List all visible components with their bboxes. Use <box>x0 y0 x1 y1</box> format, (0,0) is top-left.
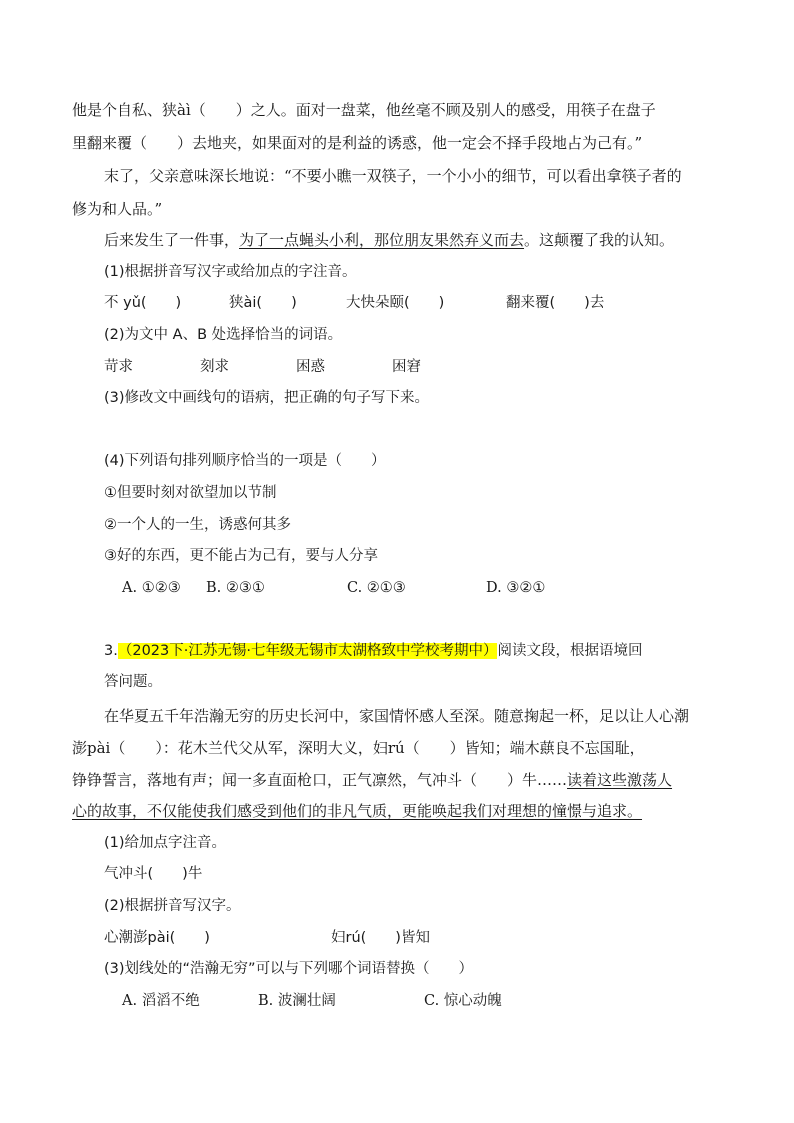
option-c: C. 惊心动魄 <box>424 993 502 1009</box>
paragraph-line: 里翻来覆（ ）去地夹，如果面对的是利益的诱惑，他一定会不择手段地占为己有。” <box>72 134 643 152</box>
underlined-sentence: 心的故事，不仅能使我们感受到他们的非凡气质，更能唤起我们对理想的憧憬与追求。 <box>72 802 643 820</box>
paragraph-line: 他是个自私、狭àì（ ）之人。面对一盘菜，他丝毫不顾及别人的感受，用筷子在盘子 <box>72 101 656 119</box>
q-item: 心潮澎pài( ) <box>104 930 210 946</box>
option-b: B. ②③① <box>206 580 265 596</box>
paragraph-text: 铮铮誓言，落地有声；闻一多直面枪口，正气凛然，气冲斗（ ）牛…… <box>72 771 568 789</box>
question-title: (2)根据拼音写汉字。 <box>104 898 241 914</box>
q1-item: 不 yǔ( ) <box>104 295 182 311</box>
q1-item: 翻来覆( )去 <box>506 295 605 311</box>
paragraph-line <box>72 801 642 821</box>
paragraph-line <box>72 770 672 790</box>
q1-item: 狭ài( ) <box>229 295 297 311</box>
question-title: (1)给加点字注音。 <box>104 835 227 851</box>
option-a: A. 滔滔不绝 <box>122 993 200 1009</box>
section-heading <box>104 641 642 661</box>
source-tag: （2023下·江苏无锡·七年级无锡市太湖格致中学校考期中） <box>117 643 498 659</box>
section-number: 3. <box>104 643 118 659</box>
underlined-sentence: 读着这些激荡人 <box>567 771 673 789</box>
option-a: A. ①②③ <box>122 580 181 596</box>
question-title: (4)下列语句排列顺序恰当的一项是（ ） <box>104 453 386 469</box>
option-c: C. ②①③ <box>347 580 406 596</box>
q-item: 妇rú( )皆知 <box>331 930 430 946</box>
instruction-text: 答问题。 <box>104 674 162 690</box>
paragraph-line: 澎pài（ ）：花木兰代父从军，深明大义，妇rú（ ）皆知；端木蕻良不忘国耻， <box>72 739 645 757</box>
q1-item: 大快朵颐( ) <box>346 295 445 311</box>
underlined-sentence: 为了一点蝇头小利，那位朋友果然弃义而去 <box>239 231 525 249</box>
question-title: (2)为文中 A、B 处选择恰当的词语。 <box>104 327 343 343</box>
paragraph-line <box>104 230 674 250</box>
q-item: 气冲斗( )牛 <box>104 866 203 882</box>
question-title: (1)根据拼音写汉字或给加点的字注音。 <box>104 264 357 280</box>
question-title: (3)划线处的“浩瀚无穷”可以与下列哪个词语替换（ ） <box>104 961 474 977</box>
paragraph-text: 。这颠覆了我的认知。 <box>524 231 675 249</box>
paragraph-line: 在华夏五千年浩瀚无穷的历史长河中，家国情怀感人至深。随意掬起一杯，足以让人心潮 <box>104 707 690 725</box>
option-b: B. 波澜壮阔 <box>258 993 336 1009</box>
word-choice: 刻求 <box>200 359 229 375</box>
instruction-text: 阅读文段，根据语境回 <box>497 643 643 659</box>
paragraph-line: 末了，父亲意味深长地说：“不要小瞧一双筷子，一个小小的细节，可以看出拿筷子者的 <box>104 167 682 185</box>
sentence-item: ②一个人的一生，诱惑何其多 <box>104 517 291 533</box>
paragraph-line: 修为和人品。” <box>72 200 163 218</box>
word-choice: 困惑 <box>296 359 325 375</box>
question-title: (3)修改文中画线句的语病，把正确的句子写下来。 <box>104 390 430 406</box>
sentence-item: ①但要时刻对欲望加以节制 <box>104 485 277 501</box>
option-d: D. ③②① <box>486 580 546 596</box>
sentence-item: ③好的东西，更不能占为己有，要与人分享 <box>104 548 378 564</box>
word-choice: 苛求 <box>104 359 133 375</box>
paragraph-text: 后来发生了一件事， <box>104 231 240 249</box>
word-choice: 困窘 <box>392 359 421 375</box>
